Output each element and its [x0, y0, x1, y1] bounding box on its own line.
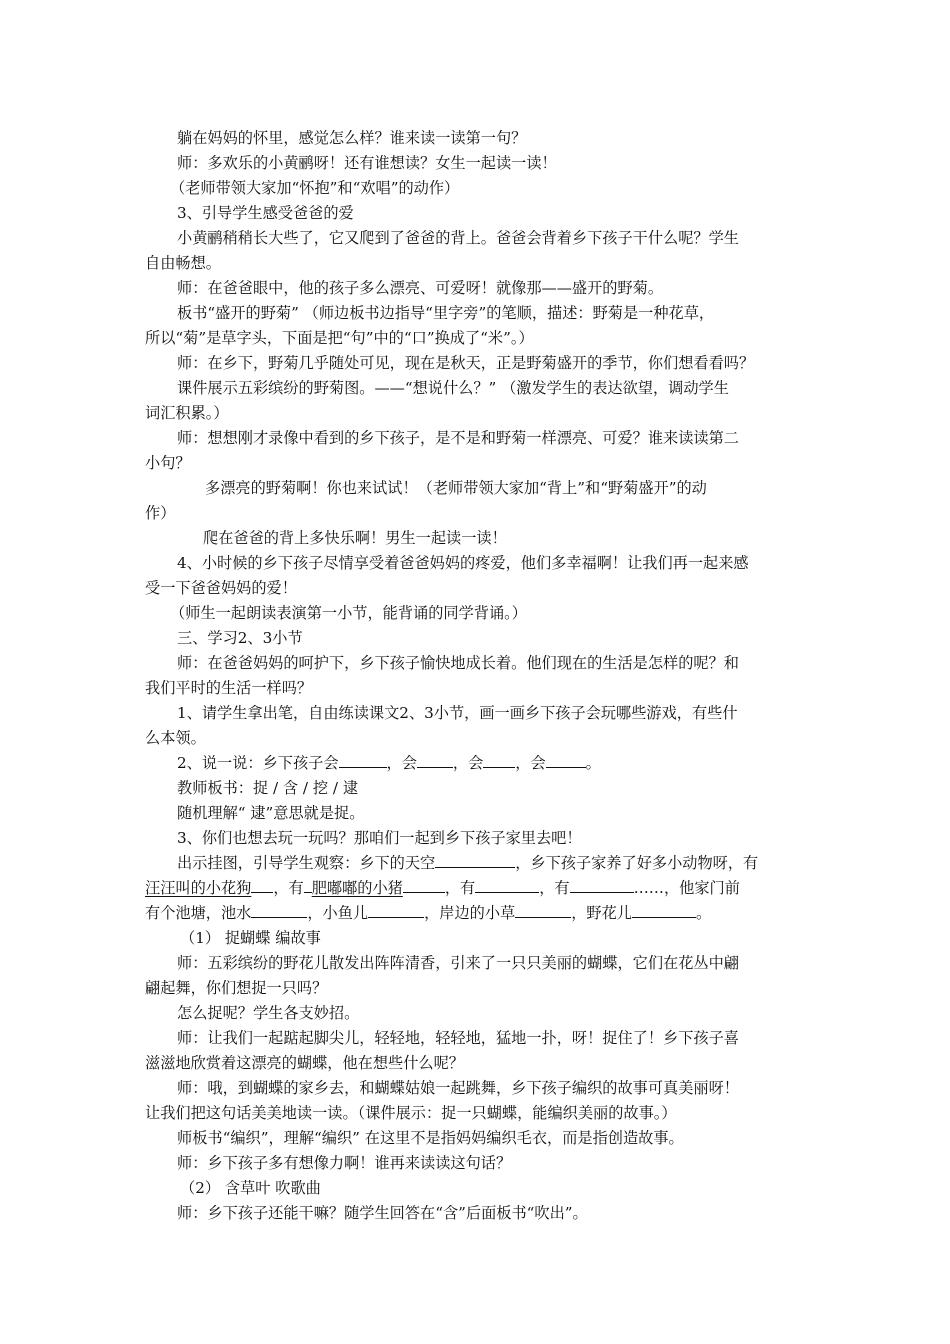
text-line: 小黄鹂稍稍长大些了，它又爬到了爸爸的背上。爸爸会背着乡下孩子干什么呢？学生 [177, 229, 739, 247]
text-line: 4、小时候的乡下孩子尽情享受着爸爸妈妈的疼爱，他们多幸福啊！让我们再一起来感 [177, 554, 749, 572]
text-line: 爬在爸爸的背上多快乐啊！男生一起读一读！ [203, 529, 507, 547]
text-line: （老师带领大家加“怀抱”和“欢唱”的动作） [170, 179, 460, 197]
text-line: 躺在妈妈的怀里，感觉怎么样？谁来读一读第一句？ [177, 129, 527, 147]
text-line: 师：在爸爸眼中，他的孩子多么漂亮、可爱呀！就像那——盛开的野菊。 [177, 279, 663, 297]
text-line: 随机理解“ 逮”意思就是捉。 [177, 804, 365, 822]
text-line: 师：多欢乐的小黄鹂呀！还有谁想读？女生一起读一读！ [177, 154, 557, 172]
text-line: （师生一起朗读表演第一小节，能背诵的同学背诵。） [170, 604, 527, 622]
blank [483, 753, 515, 768]
text-line: 3、你们也想去玩一玩吗？那咱们一起到乡下孩子家里去吧！ [177, 829, 582, 847]
blank [632, 903, 696, 918]
text-line: 翩起舞，你们想捉一只吗？ [145, 979, 328, 997]
text-line: 小句？ [145, 454, 191, 472]
text-line: 师：哦，到蝴蝶的家乡去，和蝴蝶姑娘一起跳舞，乡下孩子编织的故事可真美丽呀！ [177, 1079, 739, 1097]
text-line: 板书“盛开的野菊” （师边板书边指导“里字旁”的笔顺，描述：野菊是一种花草， [177, 304, 715, 322]
fill-in-line: 有个池塘，池水 ，小鱼儿 ，岸边的小草 ，野花儿 。 [145, 904, 712, 922]
blank [368, 903, 424, 918]
text-line: 么本领。 [145, 729, 206, 747]
text-line: 师：让我们一起踮起脚尖儿，轻轻地，轻轻地，猛地一扑，呀！捉住了！乡下孩子喜 [177, 1029, 739, 1047]
section-heading: （1） 捉蝴蝶 编故事 [180, 929, 321, 947]
text-line: 师：五彩缤纷的野花儿散发出阵阵清香，引来了一只只美丽的蝴蝶，它们在花丛中翩 [177, 954, 739, 972]
text-line: 受一下爸爸妈妈的爱！ [145, 579, 297, 597]
section-heading: （2） 含草叶 吹歌曲 [180, 1179, 321, 1197]
fill-in-line: 汪汪叫的小花狗 ，有 肥嘟嘟的小猪 ，有 ，有 ……，他家门前 [145, 879, 740, 897]
blank [515, 903, 571, 918]
blank [417, 753, 453, 768]
blank [546, 753, 586, 768]
fill-in-line: 出示挂图，引导学生观察：乡下的天空 ，乡下孩子家养了好多小动物呀，有 [177, 854, 759, 872]
text-line: 让我们把这句话美美地读一读。（课件展示：捉一只蝴蝶，能编织美丽的故事。） [145, 1104, 677, 1122]
section-heading: 3、引导学生感受爸爸的爱 [177, 204, 354, 222]
text-line: 师：在爸爸妈妈的呵护下，乡下孩子愉快地成长着。他们现在的生活是怎样的呢？和 [177, 654, 739, 672]
text-line: 作） [145, 504, 176, 522]
text-line: 师：乡下孩子还能干嘛？随学生回答在“含”后面板书“吹出”。 [177, 1204, 588, 1222]
blank [304, 878, 312, 893]
blank [475, 878, 539, 893]
text-line: 师：想想刚才录像中看到的乡下孩子，是不是和野菊一样漂亮、可爱？谁来读读第二 [177, 429, 739, 447]
text-line: 1、请学生拿出笔，自由练读课文2、3小节，画一画乡下孩子会玩哪些游戏，有些什 [177, 704, 738, 722]
text-line: 师：乡下孩子多有想像力啊！谁再来读读这句话？ [177, 1154, 512, 1172]
board-writing: 教师板书：捉 / 含 / 挖 / 逮 [177, 779, 359, 797]
text-line: 滋滋地欣赏着这漂亮的蝴蝶，他在想些什么呢？ [145, 1054, 464, 1072]
blank [251, 903, 307, 918]
section-heading: 三、学习2、3小节 [177, 629, 303, 647]
text-line: 多漂亮的野菊啊！你也来试试！（老师带领大家加“背上”和“野菊盛开”的动 [205, 479, 707, 497]
text-line: 师板书“编织”，理解“编织” 在这里不是指妈妈编织毛衣，而是指创造故事。 [177, 1129, 684, 1147]
text-line: 怎么捉呢？学生各支妙招。 [177, 1004, 360, 1022]
text-line: 课件展示五彩缤纷的野菊图。——“想说什么？” （激发学生的表达欲望，调动学生 [177, 379, 729, 397]
fill-in-line: 2、说一说：乡下孩子会 ，会 ，会 ，会 。 [177, 754, 601, 772]
text-line: 师：在乡下，野菊几乎随处可见，现在是秋天，正是野菊盛开的季节，你们想看看吗？ [177, 354, 755, 372]
text-line: 自由畅想。 [145, 254, 221, 272]
text-line: 词汇积累。） [145, 404, 229, 422]
text-line: 我们平时的生活一样吗？ [145, 679, 313, 697]
blank [403, 878, 445, 893]
text-line: 所以“菊”是草字头，下面是把“句”中的“口”换成了“米”。） [145, 329, 534, 347]
blank [339, 753, 387, 768]
blank [570, 878, 634, 893]
blank [251, 878, 273, 893]
blank [435, 853, 515, 868]
